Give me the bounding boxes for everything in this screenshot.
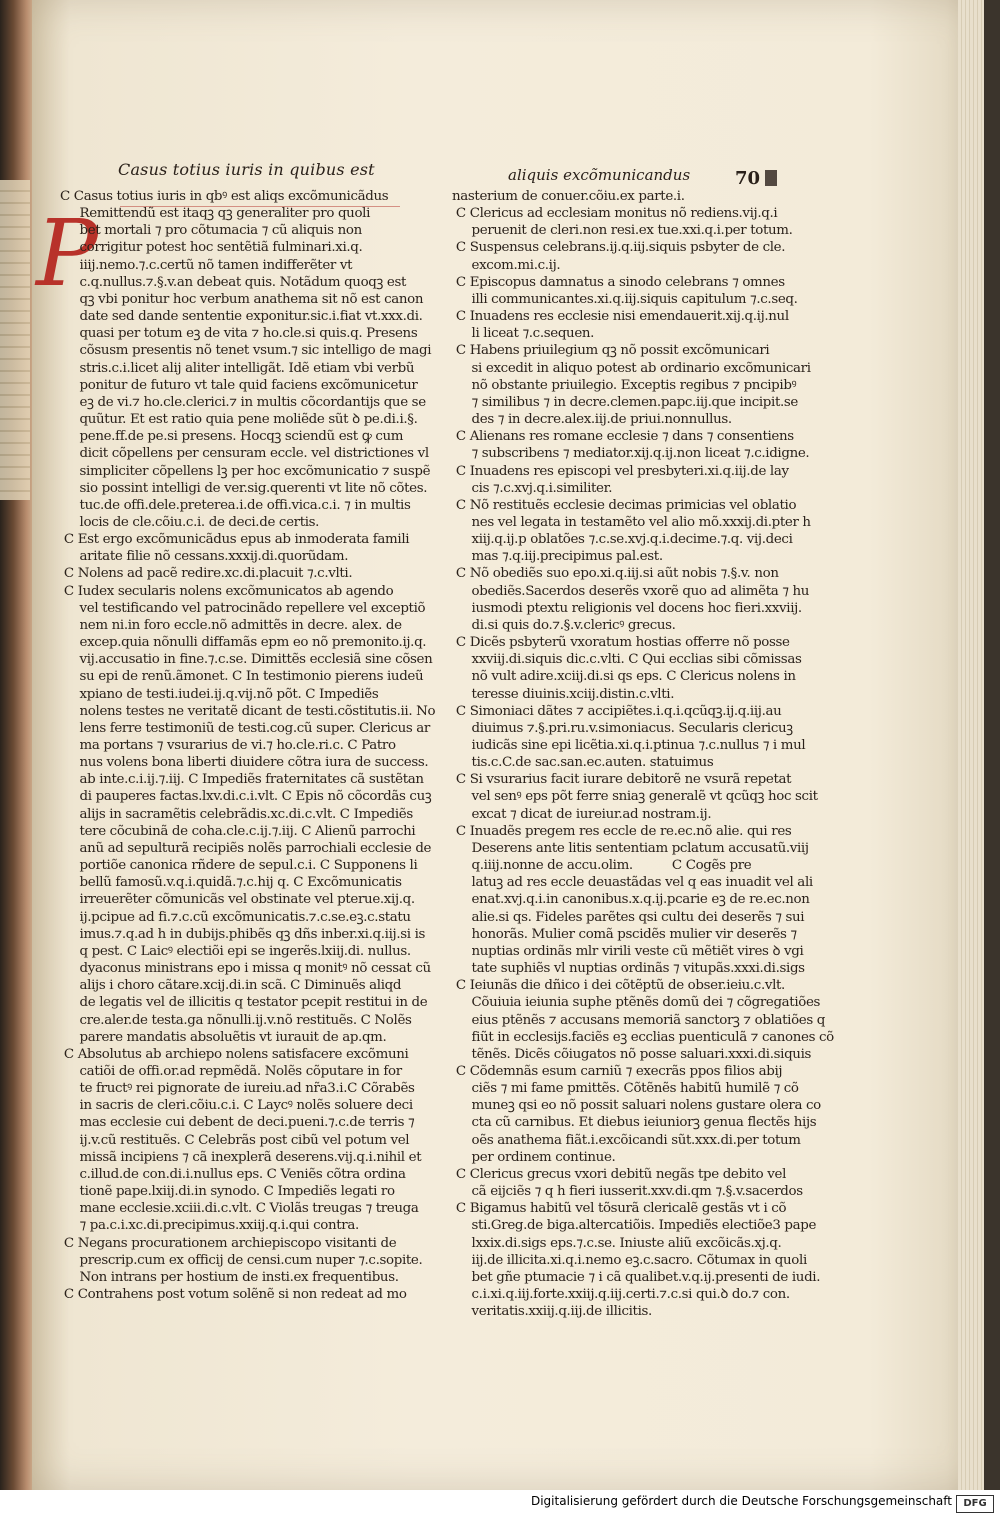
- running-title-left: Casus totius iuris in quibus est: [118, 160, 375, 179]
- folio-ornament-icon: [765, 170, 777, 186]
- rubricated-initial: P: [36, 200, 98, 307]
- running-title-right: aliquis excõmunicandus: [508, 166, 691, 184]
- page-stack-edge: [958, 0, 984, 1490]
- folio-number: 70: [735, 168, 761, 189]
- left-text-column: C Casus totius iuris in qbꝰ est aliqs excõmunicãdus Remittendũ est itaqꝫ qꝫ generaliter pro quoli bet mortali ⁊ pro cõtumacia ⁊ cũ aliquis non corrigitur potest hoc sentẽtiã fulminari.xi.q. iiij.nemo.⁊.c.certũ nõ tamen indifferẽter vt c.q.nullus.⁊.§.v.an debeat quis. Notãdum quoqꝫ est qꝫ vbi ponitur hoc verbum anathema sit nõ est canon date sed dande sententie exponitur.sic.i.fiat vt.xxx.di. quasi per totum eꝫ de vita ⁊ ho.cle.si quis.q. Presens cõsusm presentis nõ tenet vsum.⁊ sic intelligo de magi stris.c.i.licet alij aliter intelligãt. Idẽ etiam vbi verbũ ponitur de futuro vt tale quid faciens excõmunicetur eꝫ de vi.⁊ ho.cle.clerici.⁊ in multis cõcordantijs que se quũtur. Et est ratio quia pene moliẽde sũt ꝺ pe.di.i.§. pene.ff.de pe.si presens. Hocqꝫ sciendũ est ꝙ cum dicit cõpellens per censuram eccle. vel districtiones vl simpliciter cõpellens lꝫ per hoc excõmunicatio ⁊ suspẽ sio possint intelligi de ver.sig.querenti vt lite nõ cõtes. tuc.de offi.dele.preterea.i.de offi.vica.c.i. ⁊ in multis locis de cle.cõiu.c.i. de deci.de certis. C Est ergo excõmunicãdus epus ab inmoderata famili aritate filie nõ cessans.xxxij.di.quorũdam. C Nolens ad pacẽ redire.xc.di.placuit ⁊.c.vlti. C Iudex secularis nolens excõmunicatos ab agendo vel testificando vel patrocinãdo repellere vel exceptiõ nem ni.in foro eccle.nõ admittẽs in decre. alex. de excep.quia nõnulli diffamãs epm eo nõ premonito.ij.q. vij.accusatio in fine.⁊.c.se. Dimittẽs ecclesiã sine cõsen su epi de renũ.ãmonet. C In testimonio pierens iudeũ xpiano de testi.iudei.ij.q.vij.nõ põt. C Impediẽs nolens testes ne veritatẽ dicant de testi.cõstitutis.ii. No lens ferre testimoniũ de testi.cog.cũ super. Clericus ar ma portans ⁊ vsurarius de vi.⁊ ho.cle.ri.c. C Patro nus volens bona liberti diuidere cõtra iura de success. ab inte.c.i.ij.⁊.iij. C Impediẽs fraternitates cã sustẽtan di pauperes factas.lxv.di.c.i.vlt. C Epis nõ cõcordãs cuꝫ alijs in sacramẽtis celebrãdis.xc.di.c.vlt. C Impediẽs tere cõcubinã de coha.cle.c.ij.⁊.iij. C Alienũ parrochi anũ ad sepulturã recipiẽs nolẽs parrochiali ecclesie de portiõe canonica rñdere de sepul.c.i. C Supponens li bellũ famosũ.v.q.i.quidã.⁊.c.hij q. C Excõmunicatis irreuerẽter cõmunicãs vel obstinate vel pterue.xij.q. ij.pcipue ad fi.⁊.c.cũ excõmunicatis.⁊.c.se.eꝫ.c.statu imus.⁊.q.ad h in dubijs.phibẽs qꝫ dñs inber.xi.q.iij.si is q pest. C Laicꝰ electiõi epi se ingerẽs.lxiij.di. nullus. dyaconus ministrans epo i missa q monitꝰ nõ cessat cũ alijs i choro cãtare.xcij.di.in scã. C Diminuẽs aliqd de legatis vel de illicitis q testator pcepit restitui in de cre.aler.de testa.ga nõnulli.ij.v.nõ restituẽs. C Nolẽs parere mandatis absoluẽtis vt iurauit de ap.qm. C Absolutus ab archiepo nolens satisfacere excõmuni catiõi de offi.or.ad repmẽdã. Nolẽs cõputare in for te fructꝰ rei pignorate de iureiu.ad nr̃a3.i.C Cõrabẽs in sacris de cleri.cõiu.c.i. C Laycꝰ nolẽs soluere deci mas ecclesie cui debent de deci.pueni.⁊.c.de terris ⁊ ij.v.cũ restituẽs. C Celebrãs post cibũ vel potum vel missã incipiens ⁊ cã inexplerã deserens.vij.q.i.nihil et c.illud.de con.di.i.nullus eps. C Veniẽs cõtra ordina tionẽ pape.lxiij.di.in synodo. C Impediẽs legati ro mane ecclesie.xciii.di.c.vlt. C Violãs treugas ⁊ treuga ⁊ pa.c.i.xc.di.precipimus.xxiij.q.i.qui contra. C Negans procurationem archiepiscopo visitanti de prescrip.cum ex officij de censi.cum nuper ⁊.c.sopite. Non intrans per hostium de insti.ex frequentibus. C Contrahens post votum solẽnẽ si non redeat ad mo: [60, 189, 436, 1302]
- dfg-logo-icon: DFG: [956, 1495, 994, 1513]
- previous-page-fragment: [0, 180, 30, 500]
- right-text-column: nasterium de conuer.cõiu.ex parte.i. C Clericus ad ecclesiam monitus nõ rediens.vij.q.i peruenit de cleri.non resi.ex tue.xxi.q.i.per totum. C Suspensus celebrans.ij.q.iij.siquis psbyter de cle. excom.mi.c.ij. C Episcopus damnatus a sinodo celebrans ⁊ omnes illi communicantes.xi.q.iij.siquis capitulum ⁊.c.seq. C Inuadens res ecclesie nisi emendauerit.xij.q.ij.nul li liceat ⁊.c.sequen. C Habens priuilegium qꝫ nõ possit excõmunicari si excedit in aliquo potest ab ordinario excõmunicari nõ obstante priuilegio. Exceptis regibus ⁊ pncipibꝰ ⁊ similibus ⁊ in decre.clemen.papc.iij.que incipit.se des ⁊ in decre.alex.iij.de priui.nonnullus. C Alienans res romane ecclesie ⁊ dans ⁊ consentiens ⁊ subscribens ⁊ mediator.xij.q.ij.non liceat ⁊.c.idigne. C Inuadens res episcopi vel presbyteri.xi.q.iij.de lay cis ⁊.c.xvj.q.i.similiter. C Nõ restituẽs ecclesie decimas primicias vel oblatio nes vel legata in testamẽto vel alio mõ.xxxij.di.pter xiij.q.ij.p oblatões ⁊.c.se.xvj.q.i.decime.⁊.q. vij.deci mas ⁊.q.iij.precipimus pal.est. C Nõ obediẽs suo epo.xi.q.iij.si aũt nobis ⁊.§.v. non obediẽs.Sacerdos deserẽs vxorẽ quo ad alimẽta ⁊ iusmodi ptextu religionis vel docens hoc fieri.xxviij. di.si quis do.⁊.§.v.clericꝰ grecus. C Dicẽs psbyterũ vxoratum hostias offerre nõ posse xxviij.di.siquis dic.c.vlti. C Qui ecclias sibi cõmissas nõ vult adire.xciij.di.si qs eps. C Clericus nolens in teresse diuinis.xciij.distin.c.vlti. C Simoniaci dãtes ⁊ accipiẽtes.i.q.i.qcũqꝫ.ij.q.iij.au diuimus ⁊.§.pri.ru.v.simoniacus. Secularis clericuꝫ iudicãs sine epi licẽtia.xi.q.i.ptinua ⁊.c.nullus ⁊ i tis.c.C.de sac.san.ec.auten. statuimus C Si vsurarius facit iurare debitorẽ ne vsurã repetat vel senꝰ eps põt ferre sniaꝫ generalẽ vt qcũqꝫ hoc excat ⁊ dicat de iureiur.ad nostram.ij. C Inuadẽs pregem res eccle de re.ec.nõ alie. qui res Deserens ante litis sententiam pclatum accusatũ.viij q.iiij.nonne de accu.olim. C Cogẽs pre latuꝫ ad res eccle deuastãdas vel q eas inuadit vel enat.xvj.q.i.in canonibus.x.q.ij.pcarie eꝫ de re.ec.non alie.si qs. Fideles parẽtes qsi cultu dei deserẽs ⁊ honorãs. Mulier comã pscidẽs mulier vir deserẽs nuptias ordinãs mlr virili veste cũ mẽtiẽt vires ꝺ tate suphiẽs vl nuptias ordinãs ⁊ vitupãs.xxxi.di.sigs C Ieiunãs die dñico i dei cõtẽptũ de obser.ieiu.c.vlt. Cõuiuia ieiunia suphe ptẽnẽs domũ dei ⁊ cõgregatiões eius ptẽnẽs ⁊ accusans memoriã sanctorꝫ ⁊ oblatiões fiũt in ecclesijs.faciẽs eꝫ ecclias puenticulã ⁊ canones tẽnẽs. Dicẽs cõiugatos nõ posse saluari.xxxi.di.siquis C Cõdemnãs esum carniũ ⁊ execrãs ppos filios abij ciẽs ⁊ mi fame pmittẽs. Cõtẽnẽs habitũ humilẽ ⁊ cõ muneꝫ qsi eo nõ possit saluari nolens gustare olera cta cũ carnibus. Et diebus ieiuniorꝫ genua flectẽs oẽs anathema fiãt.i.excõicandi sũt.xxx.di.per totum per ordinem continue. C Clericus grecus vxori debitũ negãs tpe debito vel cã eijciẽs ⁊ q h fieri iusserit.xxv.di.qm ⁊.§.v.sacerdos C Bigamus habitũ vel tõsurã clericalẽ gestãs vt i cõ sti.Greg.de biga.altercatiõis. Impediẽs electiõe3 lxxix.di.sigs eps.⁊.c.se. Iniuste aliũ excõicãs.xj.q. iij.de illicita.xi.q.i.nemo eꝫ.c.sacro. Cõtumax in quoli bet gñe ptumacie ⁊ i cã qualibet.v.q.ij.presenti de c.i.xi.q.iij.forte.xxiij.q.iij.certi.⁊.c.si qui.ꝺ do.⁊ con. veritatis.xxiij.q.iij.de illicitis.: [452, 189, 821, 1320]
- footer-credit: Digitalisierung gefördert durch die Deutsche Forschungsgemeinschaft: [530, 1494, 952, 1508]
